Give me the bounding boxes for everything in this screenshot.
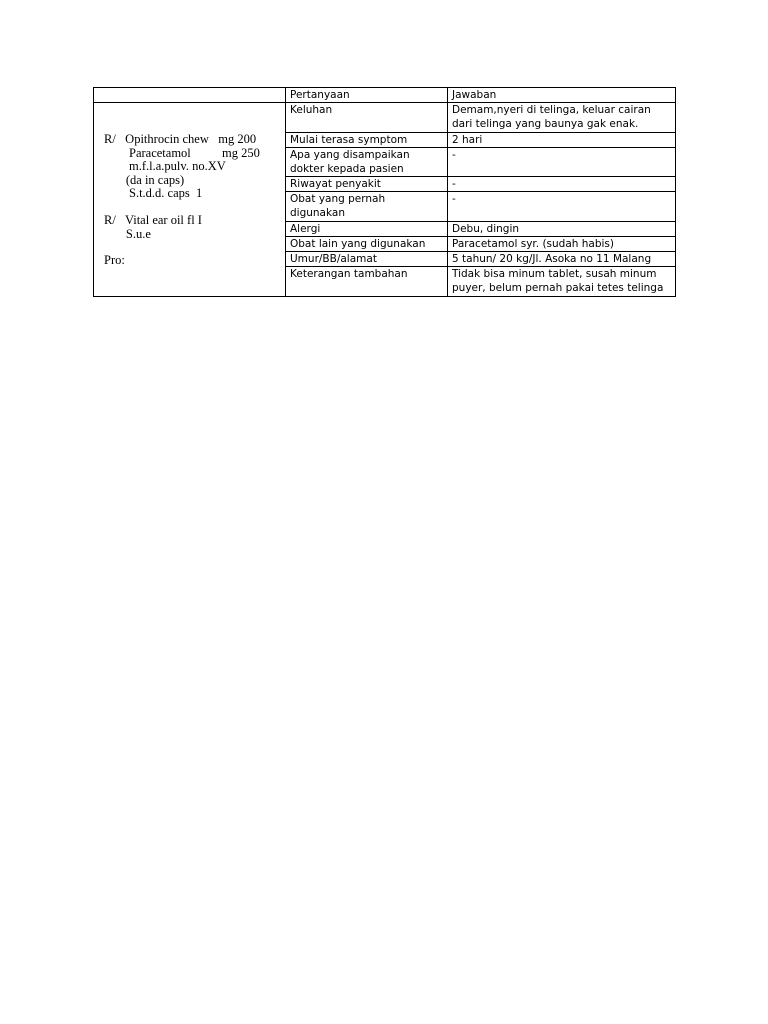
header-pertanyaan: Pertanyaan — [286, 88, 448, 103]
question-cell: Keterangan tambahan — [286, 267, 448, 297]
question-cell: Obat yang pernah digunakan — [286, 192, 448, 222]
prescription-spacer — [104, 241, 281, 254]
answer-cell: Debu, dingin — [448, 222, 676, 237]
answer-cell: - — [448, 148, 676, 177]
answer-cell: Paracetamol syr. (sudah habis) — [448, 237, 676, 252]
prescription-line: m.f.l.a.pulv. no.XV — [104, 159, 226, 174]
question-cell: Riwayat penyakit — [286, 177, 448, 192]
patient-interview-table — [93, 87, 676, 297]
question-cell: Apa yang disampaikan dokter kepada pasien — [286, 148, 448, 177]
table-header-row — [94, 88, 676, 103]
prescription-line: Pro: — [104, 253, 125, 268]
question-cell: Keluhan — [286, 103, 448, 133]
prescription-line: Paracetamol mg 250 — [104, 145, 260, 160]
answer-cell: Demam,nyeri di telinga, keluar cairan dari telinga yang baunya gak enak. — [448, 103, 676, 133]
table-row — [94, 103, 676, 133]
question-cell: Alergi — [286, 222, 448, 237]
prescription-line: (da in caps) — [104, 172, 185, 187]
answer-cell: 2 hari — [448, 133, 676, 148]
answer-cell: - — [448, 192, 676, 222]
answer-cell: 5 tahun/ 20 kg/Jl. Asoka no 11 Malang — [448, 252, 676, 267]
answer-cell: Tidak bisa minum tablet, susah minum puyer, belum pernah pakai tetes telinga — [448, 267, 676, 297]
prescription-line: S.u.e — [104, 226, 151, 241]
question-cell: Mulai terasa symptom — [286, 133, 448, 148]
question-cell: Umur/BB/alamat — [286, 252, 448, 267]
prescription-line: R/ Opithrocin chew mg 200 — [104, 132, 257, 146]
prescription-cell — [94, 103, 286, 297]
header-jawaban: Jawaban — [448, 88, 676, 103]
prescription-line: R/ Vital ear oil fl I — [104, 212, 202, 227]
prescription-line: S.t.d.d. caps 1 — [104, 186, 203, 201]
question-cell: Obat lain yang digunakan — [286, 237, 448, 252]
answer-cell: - — [448, 177, 676, 192]
header-prescription-cell — [94, 88, 286, 103]
